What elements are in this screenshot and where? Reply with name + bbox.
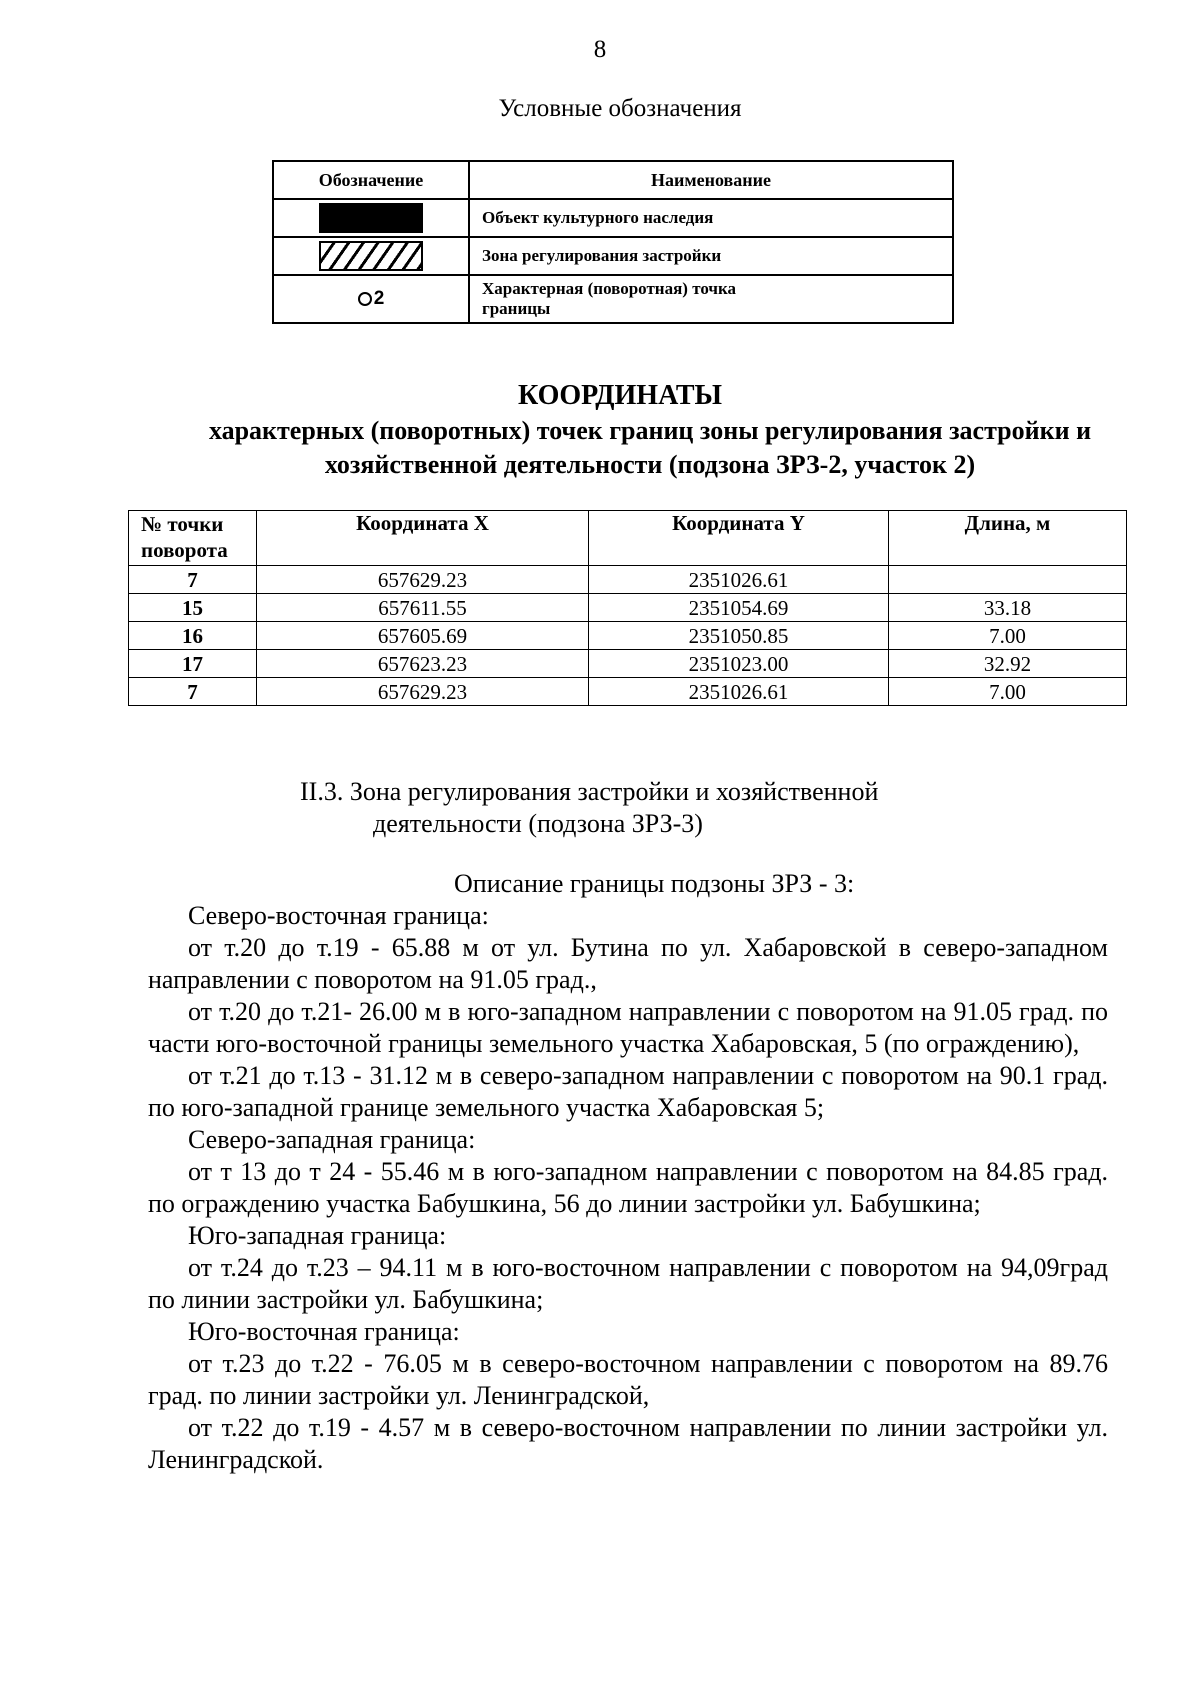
header-length: Длина, м [889,511,1127,566]
legend-row [273,237,953,275]
table-row [129,566,1127,594]
cell-y: 2351023.00 [589,650,889,678]
legend-name: Объект культурного наследия [469,199,953,237]
cell-length: 7.00 [889,678,1127,706]
table-row [129,622,1127,650]
header-point: № точки поворота [129,511,257,566]
legend-row [273,199,953,237]
legend-header-symbol: Обозначение [273,161,469,199]
subheading-southwest: Юго-западная граница: [188,1221,447,1250]
paragraph: от т.20 до т.21- 26.00 м в юго-западном направлении с поворотом на 91.05 град. по части юго-восточной границы земельного участка Хабаровская, 5 (по ограждению), [148,997,1108,1058]
paragraph: от т.22 до т.19 - 4.57 м в северо-восточном направлении по линии застройки ул. Ленинградской. [148,1413,1108,1474]
cell-point: 7 [129,678,257,706]
section-title: II.3. Зона регулирования застройки и хозяйственной [300,777,879,806]
legend-title: Условные обозначения [498,95,742,122]
cell-y: 2351050.85 [589,622,889,650]
header-y: Координата Y [589,511,889,566]
legend-header-row [273,161,953,199]
table-row [129,650,1127,678]
legend-header-name: Наименование [469,161,953,199]
cell-point: 7 [129,566,257,594]
cell-length [889,566,1127,594]
paragraph: от т.21 до т.13 - 31.12 м в северо-западном направлении с поворотом на 90.1 град. по юго-западной границе земельного участка Хабаровская 5; [148,1061,1108,1122]
heritage-object-icon [319,203,423,233]
cell-y: 2351026.61 [589,566,889,594]
subheading-southeast: Юго-восточная граница: [188,1317,460,1346]
paragraph: от т.20 до т.19 - 65.88 м от ул. Бутина по ул. Хабаровской в северо-западном направлении с поворотом на 91.05 град., [148,933,1108,994]
description-title: Описание границы подзоны ЗРЗ - 3: [454,869,855,898]
cell-length: 7.00 [889,622,1127,650]
hatched-zone-icon [319,241,423,271]
turning-point-icon [358,288,385,309]
cell-x: 657629.23 [257,678,589,706]
coordinates-header-row [129,511,1127,566]
coordinates-subheading [150,414,1150,482]
page-number: 8 [593,36,607,63]
cell-x: 657605.69 [257,622,589,650]
paragraph: от т.24 до т.23 – 94.11 м в юго-восточном направлении с поворотом на 94,09град по линии застройки ул. Бабушкина; [148,1253,1108,1314]
cell-point: 15 [129,594,257,622]
paragraph: от т 13 до т 24 - 55.46 м в юго-западном направлении с поворотом на 84.85 град. по ограждению участка Бабушкина, 56 до линии застройки ул. Бабушкина; [148,1157,1108,1218]
legend-name-line: границы [482,299,551,318]
cell-point: 17 [129,650,257,678]
cell-y: 2351054.69 [589,594,889,622]
boundary-description [148,900,1108,1476]
table-row [129,678,1127,706]
cell-length: 32.92 [889,650,1127,678]
legend-table [272,160,954,324]
cell-length: 33.18 [889,594,1127,622]
cell-y: 2351026.61 [589,678,889,706]
coordinates-heading: КООРДИНАТЫ [517,380,723,411]
section-title-continued: деятельности (подзона ЗРЗ-3) [373,809,703,838]
subheading-line: характерных (поворотных) точек границ зоны регулирования застройки и [208,416,1092,445]
turning-point-label: 2 [373,288,385,309]
legend-name-line: Характерная (поворотная) точка [482,279,737,298]
subheading-northeast: Северо-восточная граница: [188,901,489,930]
legend-row [273,275,953,323]
coordinates-table [128,510,1127,706]
subheading-line: хозяйственной деятельности (подзона ЗРЗ-2, участок 2) [324,450,976,479]
cell-x: 657629.23 [257,566,589,594]
paragraph: от т.23 до т.22 - 76.05 м в северо-восточном направлении с поворотом на 89.76 град. по линии застройки ул. Ленинградской, [148,1349,1108,1410]
cell-x: 657611.55 [257,594,589,622]
subheading-northwest: Северо-западная граница: [188,1125,476,1154]
cell-x: 657623.23 [257,650,589,678]
header-x: Координата X [257,511,589,566]
table-row [129,594,1127,622]
legend-name: Зона регулирования застройки [469,237,953,275]
cell-point: 16 [129,622,257,650]
legend-name [469,275,953,323]
